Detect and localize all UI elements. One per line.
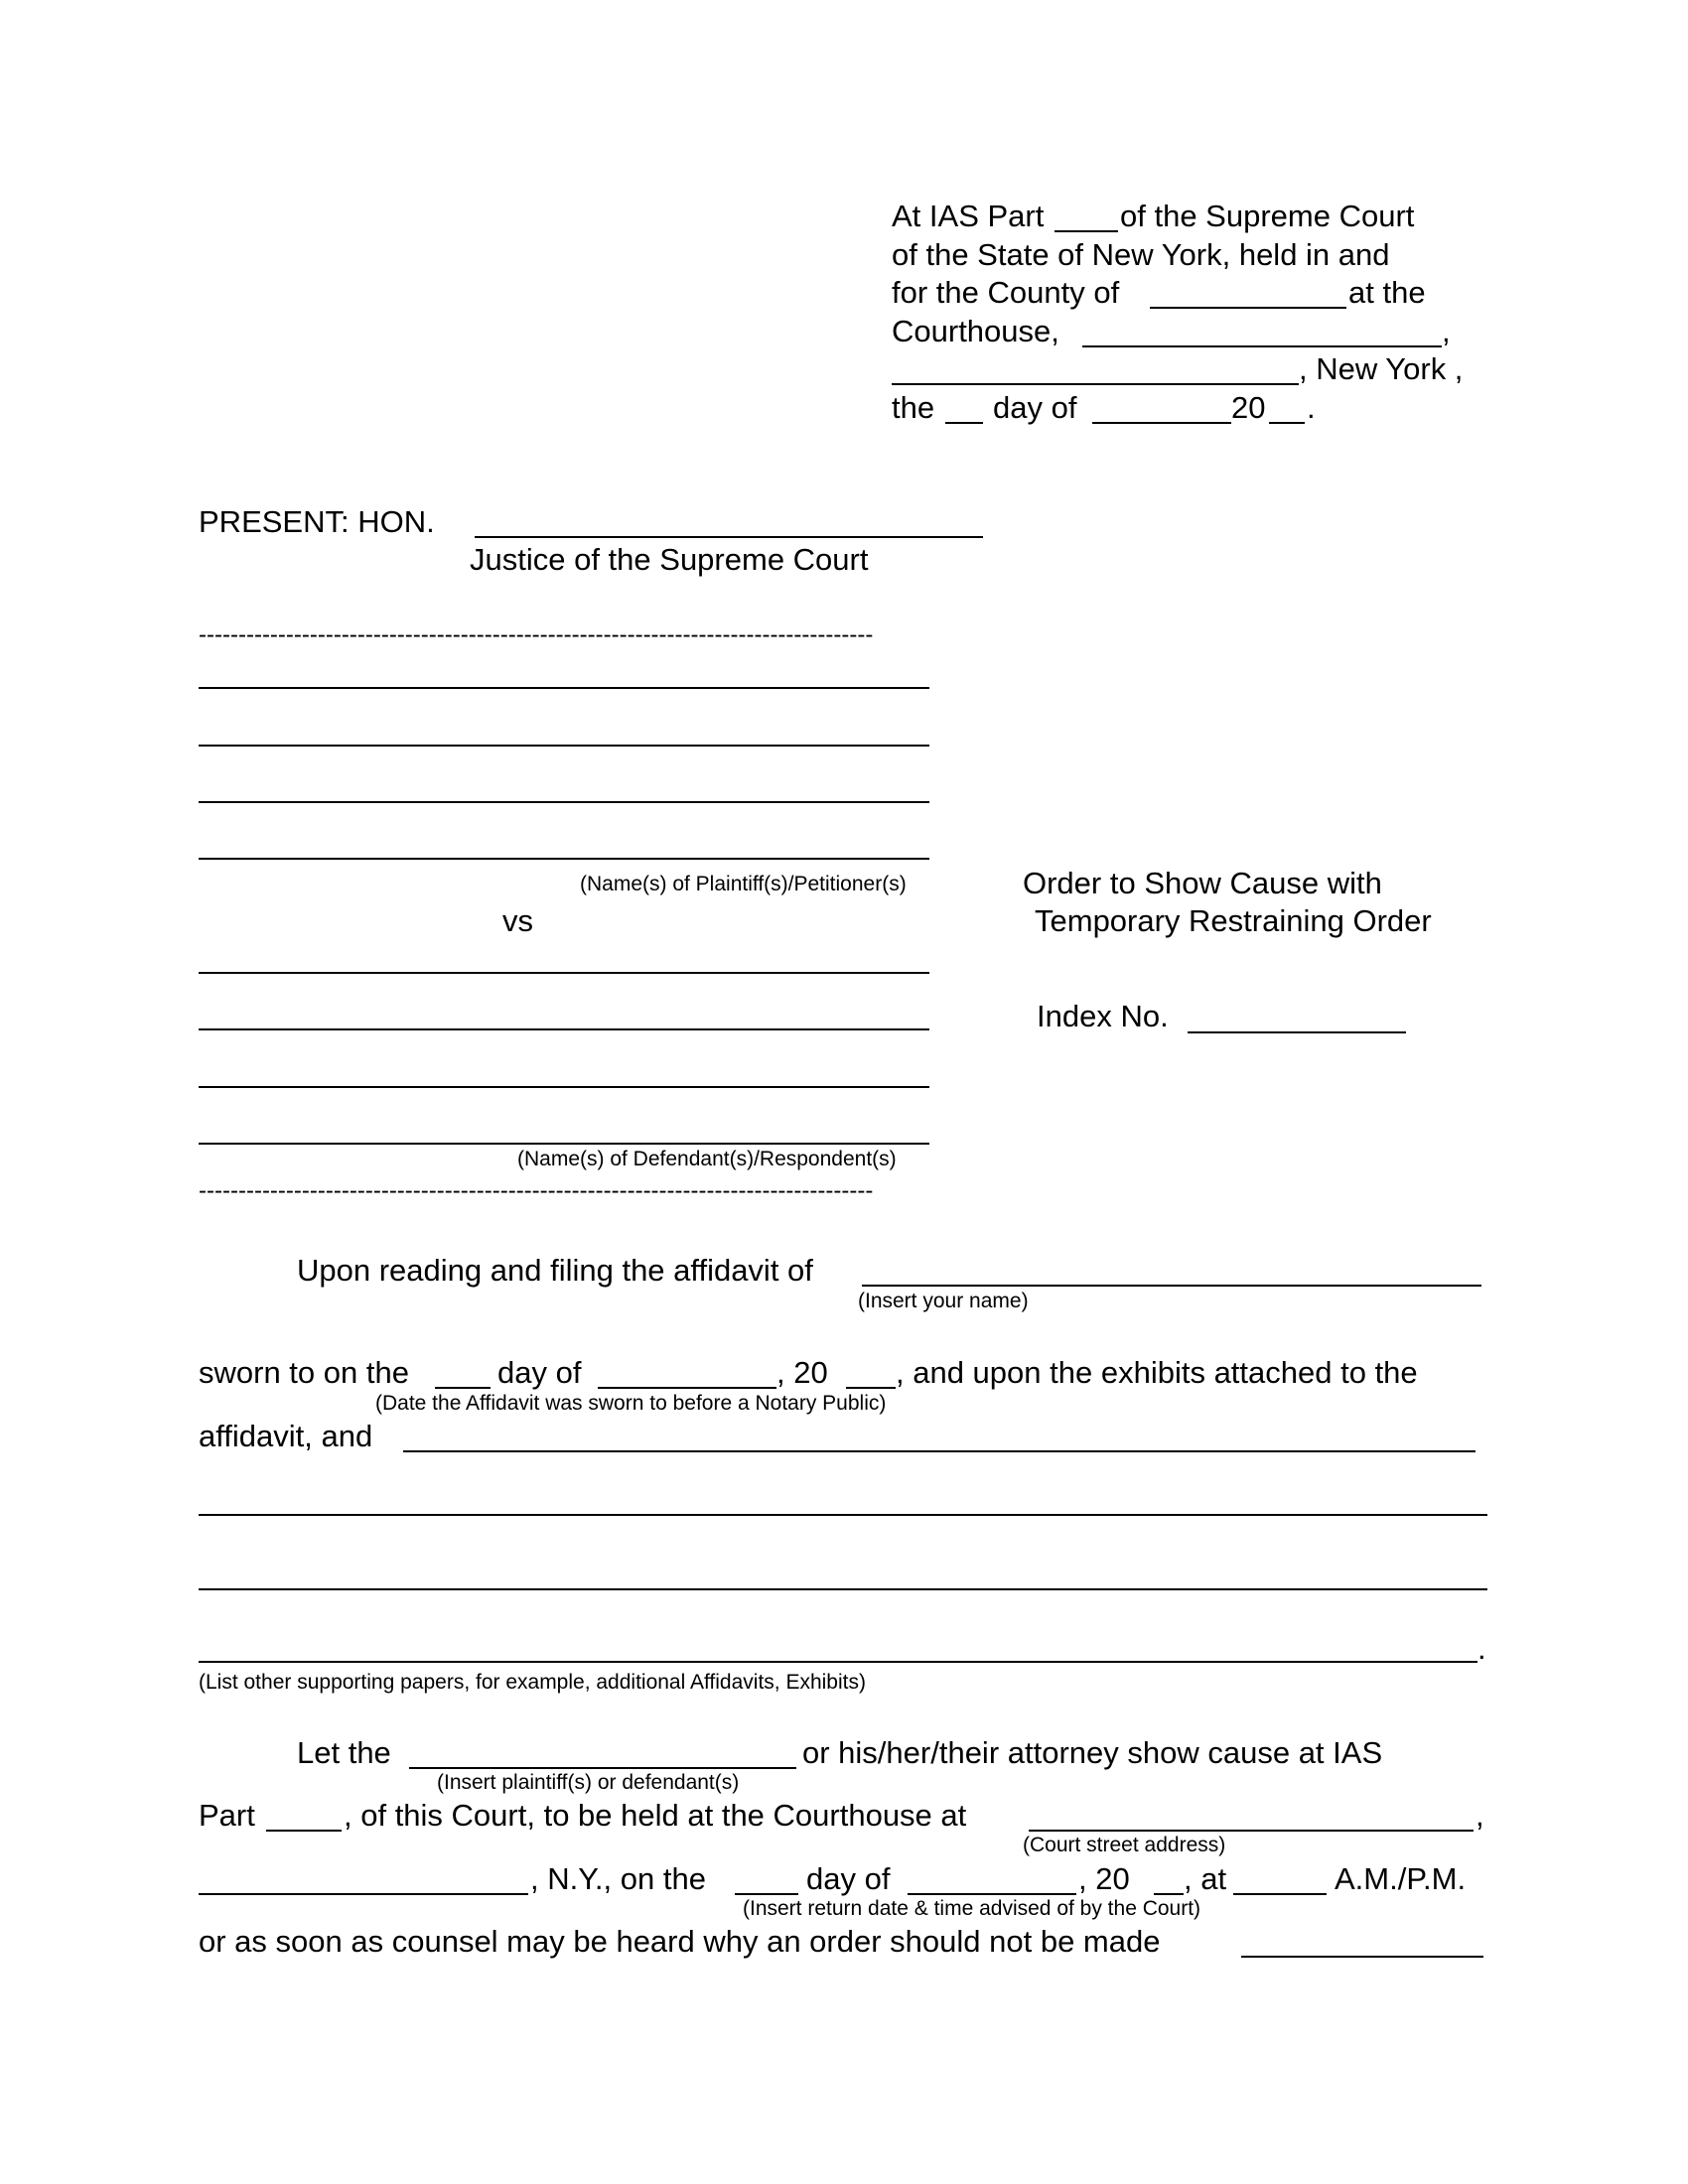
city-blank[interactable] xyxy=(892,383,1299,385)
month-blank[interactable] xyxy=(1092,422,1231,424)
defendant-line-3[interactable] xyxy=(199,1086,929,1088)
show-cause-text: or his/her/their attorney show cause at IAS xyxy=(802,1735,1383,1770)
justice-name-blank[interactable] xyxy=(475,536,983,538)
court-address-blank[interactable] xyxy=(1029,1830,1474,1832)
caption-supreme-court: of the Supreme Court xyxy=(1120,199,1415,233)
caption-courthouse-label: Courthouse, xyxy=(892,314,1059,348)
supporting-papers-line-4[interactable] xyxy=(199,1661,1477,1663)
county-blank[interactable] xyxy=(1150,307,1346,309)
affiant-name-blank[interactable] xyxy=(862,1285,1481,1287)
year-blank[interactable] xyxy=(1269,422,1305,424)
return-month-blank[interactable] xyxy=(908,1893,1076,1895)
am-pm-label: A.M./P.M. xyxy=(1335,1861,1467,1896)
part-label: Part xyxy=(199,1798,255,1833)
defendant-line-4[interactable] xyxy=(199,1143,929,1145)
plaintiff-caption: (Name(s) of Plaintiff(s)/Petitioner(s) xyxy=(580,873,907,895)
sworn-day-of: day of xyxy=(497,1355,582,1390)
defendant-caption: (Name(s) of Defendant(s)/Respondent(s) xyxy=(517,1148,897,1170)
doc-title-line-1: Order to Show Cause with xyxy=(1023,866,1382,900)
supporting-papers-line-3[interactable] xyxy=(199,1588,1487,1590)
caption-the: the xyxy=(892,390,935,425)
court-address-hint: (Court street address) xyxy=(1023,1834,1226,1856)
sworn-day-blank[interactable] xyxy=(435,1387,491,1389)
justice-title: Justice of the Supreme Court xyxy=(470,542,869,577)
return-time-blank[interactable] xyxy=(1233,1893,1327,1895)
present-label: PRESENT: HON. xyxy=(199,504,435,539)
defendant-line-1[interactable] xyxy=(199,972,929,974)
return-year-prefix: , 20 xyxy=(1078,1861,1130,1896)
caption-comma: , xyxy=(1442,314,1451,348)
caption-day-of: day of xyxy=(993,390,1077,425)
caption-state: of the State of New York, held in and xyxy=(892,237,1390,272)
party-blank[interactable] xyxy=(409,1767,796,1769)
plaintiff-line-1[interactable] xyxy=(199,687,929,689)
supporting-papers-line-2[interactable] xyxy=(199,1514,1487,1516)
return-day-of: day of xyxy=(806,1861,891,1896)
caption-year-prefix: 20 xyxy=(1231,390,1266,425)
return-at: , at xyxy=(1184,1861,1227,1896)
doc-title-line-2: Temporary Restraining Order xyxy=(1035,903,1432,938)
caption-new-york: , New York , xyxy=(1299,351,1464,386)
affidavit-intro: Upon reading and filing the affidavit of xyxy=(297,1253,813,1288)
sworn-date-hint: (Date the Affidavit was sworn to before a Notary Public) xyxy=(375,1392,887,1415)
courthouse-blank[interactable] xyxy=(1082,345,1442,347)
top-divider: ------------------------------------------------------------------------------------- xyxy=(199,621,874,648)
part-blank[interactable] xyxy=(266,1830,342,1832)
affiant-name-hint: (Insert your name) xyxy=(858,1290,1029,1312)
index-no-blank[interactable] xyxy=(1188,1031,1406,1033)
sworn-year-blank[interactable] xyxy=(846,1387,896,1389)
affidavit-and-label: affidavit, and xyxy=(199,1419,373,1453)
relief-blank[interactable] xyxy=(1241,1956,1483,1958)
courthouse-text: , of this Court, to be held at the Courthouse at xyxy=(344,1798,967,1833)
return-date-hint: (Insert return date & time advised of by the Court) xyxy=(743,1897,1201,1920)
ias-part-blank[interactable] xyxy=(1055,230,1118,232)
exhibits-text: , and upon the exhibits attached to the xyxy=(896,1355,1418,1390)
bottom-divider: ------------------------------------------------------------------------------------- xyxy=(199,1177,874,1204)
day-blank[interactable] xyxy=(945,422,983,424)
plaintiff-line-4[interactable] xyxy=(199,858,929,860)
supporting-papers-hint: (List other supporting papers, for example, additional Affidavits, Exhibits) xyxy=(199,1671,866,1694)
ny-on-the: , N.Y., on the xyxy=(530,1861,706,1896)
plaintiff-line-3[interactable] xyxy=(199,801,929,803)
sworn-year-prefix: , 20 xyxy=(776,1355,828,1390)
sworn-month-blank[interactable] xyxy=(598,1387,776,1389)
return-year-blank[interactable] xyxy=(1154,1893,1184,1895)
court-address-comma: , xyxy=(1476,1798,1484,1833)
plaintiff-line-2[interactable] xyxy=(199,745,929,747)
defendant-line-2[interactable] xyxy=(199,1028,929,1030)
caption-at-the: at the xyxy=(1348,275,1426,310)
return-day-blank[interactable] xyxy=(735,1893,798,1895)
caption-period: . xyxy=(1307,390,1316,425)
supporting-papers-period: . xyxy=(1477,1631,1486,1666)
party-hint: (Insert plaintiff(s) or defendant(s) xyxy=(437,1771,740,1794)
caption-ias-part: At IAS Part xyxy=(892,199,1045,233)
let-the-label: Let the xyxy=(297,1735,391,1770)
return-city-blank[interactable] xyxy=(199,1893,528,1895)
supporting-papers-line-1[interactable] xyxy=(403,1450,1476,1452)
counsel-heard-text: or as soon as counsel may be heard why an order should not be made xyxy=(199,1924,1161,1959)
index-no-label: Index No. xyxy=(1037,999,1169,1033)
caption-county-label: for the County of xyxy=(892,275,1120,310)
sworn-to-label: sworn to on the xyxy=(199,1355,409,1390)
vs-label: vs xyxy=(502,903,533,938)
